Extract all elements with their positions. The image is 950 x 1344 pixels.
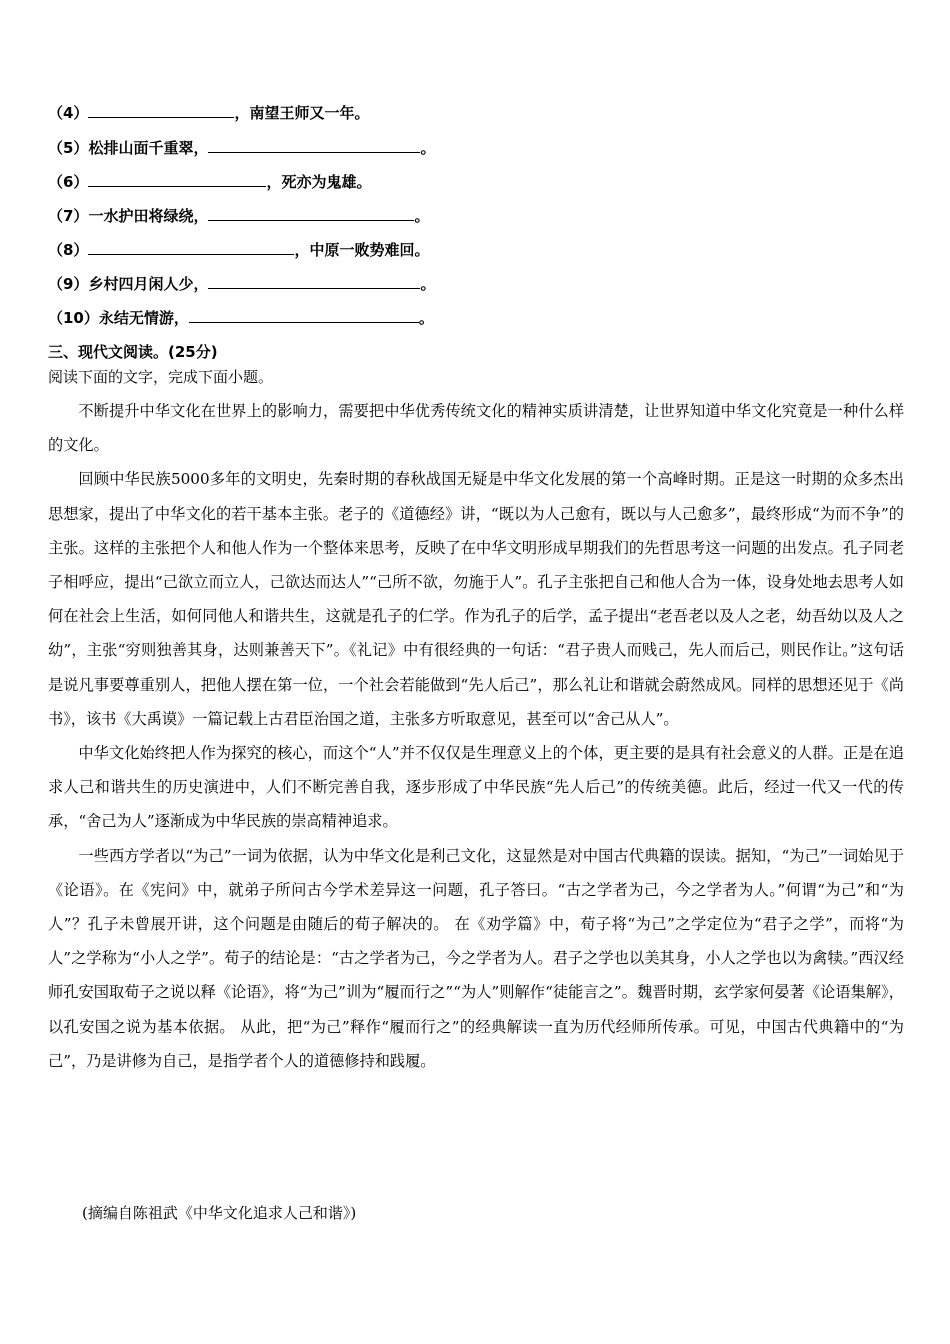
passage-paragraph-3: 中华文化始终把人作为探究的核心，而这个“人”并不仅仅是生理意义上的个体，更主要的是具有社会意义的人群。正是在追求人己和谐共生的历史演进中，人们不断完善自我，逐步形成了中华民族“先人后己”的传统美德。此后，经过一代又一代的传承，“舍己为人”逐渐成为中华民族的崇高精神追求。 — [48, 744, 904, 831]
item-text-after: 。 — [420, 139, 436, 157]
fill-blank-item-6 — [48, 167, 371, 197]
item-number: （9） — [48, 275, 89, 293]
answer-blank[interactable] — [208, 136, 420, 153]
answer-blank[interactable] — [88, 238, 294, 255]
passage-paragraph-1: 不断提升中华文化在世界上的影响力，需要把中华优秀传统文化的精神实质讲清楚，让世界知道中华文化究竟是一种什么样的文化。 — [48, 402, 904, 455]
item-text-before: 永结无情游， — [98, 309, 189, 327]
item-text-before: 乡村四月闲人少， — [88, 275, 209, 293]
fill-blank-item-5 — [48, 133, 435, 163]
item-number: （6） — [48, 173, 89, 191]
section-instruction: 阅读下面的文字，完成下面小题。 — [48, 368, 274, 386]
passage-source: (摘编自陈祖武《中华文化追求人己和谐》) — [82, 1204, 357, 1222]
answer-blank[interactable] — [189, 306, 419, 323]
answer-blank[interactable] — [208, 204, 414, 221]
answer-blank[interactable] — [88, 101, 234, 118]
reading-passage — [48, 394, 904, 1078]
item-text-after: ，中原一败势难回。 — [294, 241, 430, 259]
fill-blank-item-8 — [48, 235, 429, 265]
item-text-after: ，南望王师又一年。 — [234, 104, 370, 122]
item-number: （4） — [48, 104, 89, 122]
item-number: （10） — [48, 309, 99, 327]
fill-blank-item-9 — [48, 269, 435, 299]
item-number: （5） — [48, 139, 89, 157]
answer-blank[interactable] — [88, 170, 266, 187]
item-text-after: 。 — [414, 207, 430, 225]
fill-blank-item-7 — [48, 201, 429, 231]
section-title: 三、现代文阅读。(25分) — [48, 343, 218, 361]
fill-blank-item-10 — [48, 303, 434, 333]
item-text-after: ，死亦为鬼雄。 — [266, 173, 372, 191]
item-number: （7） — [48, 207, 89, 225]
fill-blank-item-4 — [48, 98, 369, 128]
item-text-after: 。 — [420, 275, 436, 293]
passage-paragraph-2: 回顾中华民族5000多年的文明史，先秦时期的春秋战国无疑是中华文化发展的第一个高峰时期。正是这一时期的众多杰出思想家，提出了中华文化的若干基本主张。老子的《道德经》讲，“既以为人己愈有，既以与人己愈多”，最终形成“为而不争”的主张。这样的主张把个人和他人作为一个整体来思考，反映了在中华文明形成早期我们的先哲思考这一问题的出发点。孔子同老子相呼应，提出“己欲立而立人，己欲达而达人”“己所不欲，勿施于人”。孔子主张把自己和他人合为一体，设身处地去思考人如何在社会上生活，如何同他人和谐共生，这就是孔子的仁学。作为孔子的后学，孟子提出“老吾老以及人之老，幼吾幼以及人之幼”，主张“穷则独善其身，达则兼善天下”。《礼记》中有很经典的一句话：“君子贵人而贱己，先人而后己，则民作让。”这句话是说凡事要尊重别人，把他人摆在第一位，一个社会若能做到“先人后己”，那么礼让和谐就会蔚然成风。同样的思想还见于《尚书》，该书《大禹谟》一篇记载上古君臣治国之道，主张多方听取意见，甚至可以“舍己从人”。 — [48, 470, 904, 728]
item-number: （8） — [48, 241, 89, 259]
answer-blank[interactable] — [208, 272, 420, 289]
item-text-after: 。 — [418, 309, 434, 327]
item-text-before: 一水护田将绿绕， — [88, 207, 209, 225]
item-text-before: 松排山面千重翠， — [88, 139, 209, 157]
passage-paragraph-4: 一些西方学者以“为己”一词为依据，认为中华文化是利己文化，这显然是对中国古代典籍的误读。据知，“为己”一词始见于《论语》。在《宪问》中，就弟子所问古今学术差异这一问题，孔子答曰。“古之学者为己，今之学者为人。”何谓“为己”和“为人”？孔子未曾展开讲，这个问题是由随后的荀子解决的。 在《劝学篇》中，荀子将“为己”之学定位为“君子之学”，而将“为人”之学称为“小人之学”。荀子的结论是：“古之学者为己，今之学者为人。君子之学也以美其身，小人之学也以为禽犊。”西汉经师孔安国取荀子之说以释《论语》，将“为己”训为“履而行之”“为人”则解作“徒能言之”。魏晋时期，玄学家何晏著《论语集解》，以孔安国之说为基本依据。 从此，把“为己”释作“履而行之”的经典解读一直为历代经师所传承。可见，中国古代典籍中的“为己”，乃是讲修为自己，是指学者个人的道德修持和践履。 — [48, 846, 904, 1070]
